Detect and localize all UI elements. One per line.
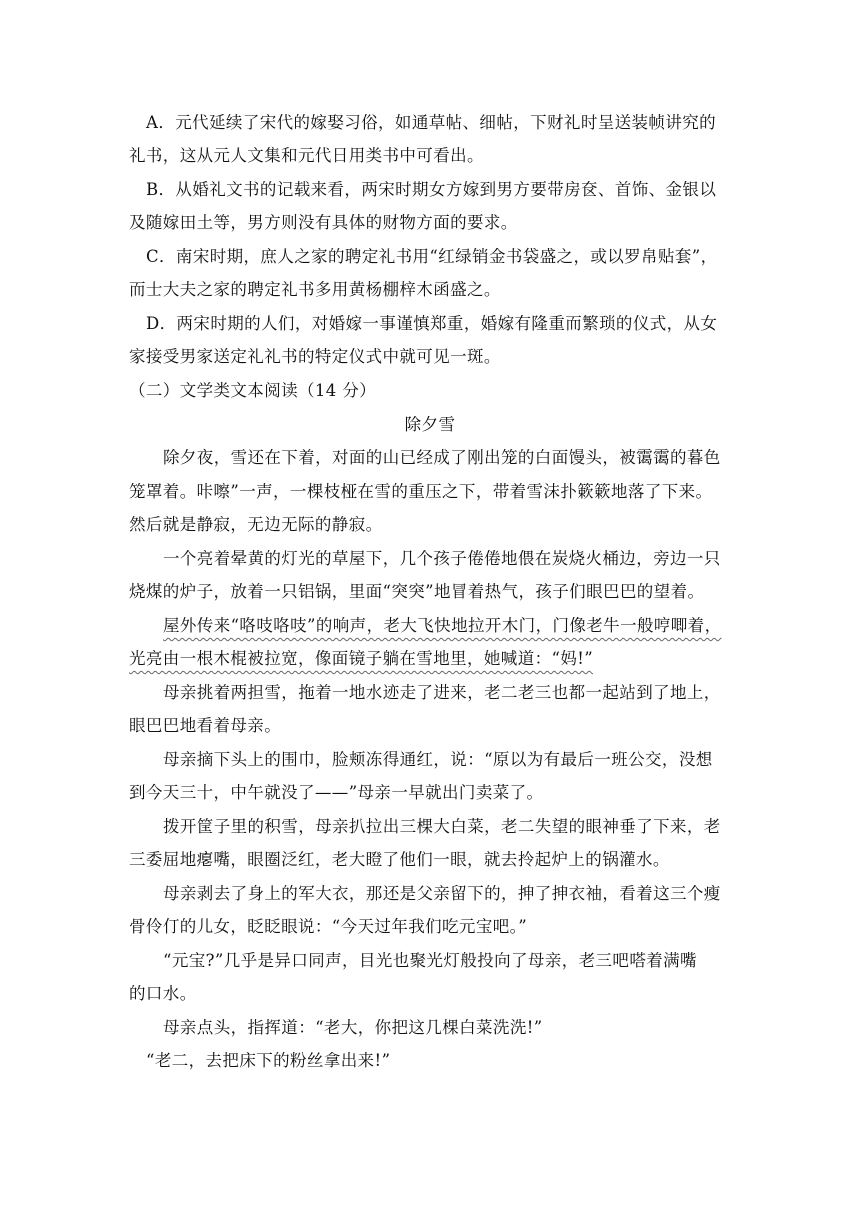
option-a-line-2: 礼书，这从元人文集和元代日用类书中可看出。 xyxy=(129,146,484,165)
story-line: 除夕夜，雪还在下着，对面的山已经成了刚出笼的白面馒头，被霭霭的暮色 xyxy=(163,448,721,467)
option-d-line-2: 家接受男家送定礼礼书的特定仪式中就可见一斑。 xyxy=(129,347,501,366)
story-line: 一个亮着晕黄的灯光的草屋下，几个孩子倦倦地偎在炭烧火桶边，旁边一只 xyxy=(163,549,721,568)
option-b-line-2: 及随嫁田土等，男方则没有具体的财物方面的要求。 xyxy=(129,213,518,232)
underlined-text: 屋外传来“咯吱咯吱”的响声，老大飞快地拉开木门，门像老牛一般哼唧着， xyxy=(163,616,722,635)
story-line: 母亲挑着两担雪，拖着一地水迹走了进来，老二老三也都一起站到了地上， xyxy=(163,683,721,702)
option-b-line-1: B．从婚礼文书的记载来看，两宋时期女方嫁到男方要带房奁、首饰、金银以 xyxy=(146,180,717,199)
story-line: 到今天三十，中午就没了——”母亲一早就出门卖菜了。 xyxy=(129,783,544,802)
story-line: 然后就是静寂，无边无际的静寂。 xyxy=(129,515,383,534)
option-d-line-1: D．两宋时期的人们，对婚嫁一事谨慎郑重，婚嫁有隆重而繁琐的仪式，从女 xyxy=(146,314,718,333)
story-title: 除夕雪 xyxy=(404,415,456,434)
story-line: 笼罩着。咔嚓”一声，一棵枝桠在雪的重压之下，带着雪沫扑簌簌地落了下来。 xyxy=(129,482,713,501)
option-c-line-2: 而士大夫之家的聘定礼书多用黄杨棚梓木函盛之。 xyxy=(129,280,501,299)
underlined-text: 光亮由一根木棍被拉宽，像面镜子躺在雪地里，她喊道：“妈!” xyxy=(129,649,594,668)
option-c-line-1: C．南宋时期，庶人之家的聘定礼书用“红绿销金书袋盛之，或以罗帛贴套”， xyxy=(146,247,718,266)
story-line: 拨开筐子里的积雪，母亲扒拉出三棵大白菜，老二失望的眼神垂了下来，老 xyxy=(163,817,721,836)
story-line: 母亲点头，指挥道：“老大，你把这几棵白菜洗洗!” xyxy=(163,1018,543,1037)
section-heading: （二）文学类文本阅读（14 分） xyxy=(129,381,377,400)
story-line-underlined xyxy=(0,615,860,637)
story-line: 母亲剥去了身上的军大衣，那还是父亲留下的，抻了抻衣袖，看着这三个瘦 xyxy=(163,884,721,903)
story-line: 三委屈地瘪嘴，眼圈泛红，老大瞪了他们一眼，就去拎起炉上的锅灌水。 xyxy=(129,850,670,869)
story-line: 母亲摘下头上的围巾，脸颊冻得通红，说：“原以为有最后一班公交，没想 xyxy=(163,750,713,769)
story-line: 烧煤的炉子，放着一只铝锅，里面“突突”地冒着热气，孩子们眼巴巴的望着。 xyxy=(129,582,705,601)
story-line-underlined xyxy=(0,648,860,670)
story-line: “老二，去把床下的粉丝拿出来!” xyxy=(146,1051,391,1070)
story-line: 的口水。 xyxy=(129,984,197,1003)
story-line: “元宝?”几乎是异口同声，目光也聚光灯般投向了母亲，老三吧嗒着满嘴 xyxy=(163,951,697,970)
story-line: 骨伶仃的儿女，眨眨眼说：“今天过年我们吃元宝吧。” xyxy=(129,917,528,936)
story-line: 眼巴巴地看着母亲。 xyxy=(129,716,282,735)
option-a-line-1: A．元代延续了宋代的嫁娶习俗，如通草帖、细帖，下财礼时呈送装帧讲究的 xyxy=(146,113,717,132)
